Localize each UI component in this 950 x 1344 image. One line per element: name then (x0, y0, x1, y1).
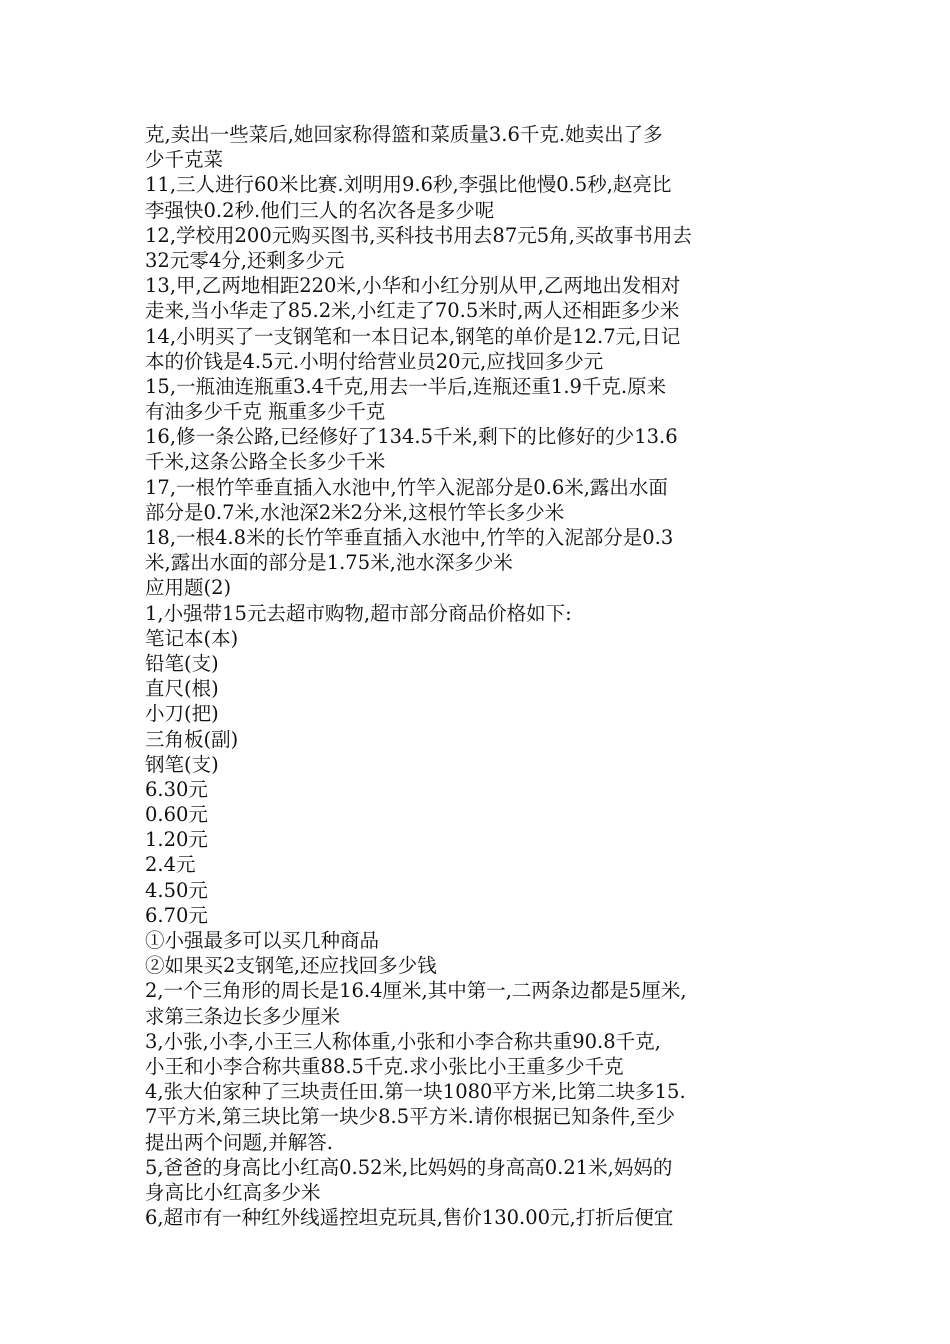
text-line: 应用题(2) (145, 576, 232, 600)
text-line: 6.30元 (145, 777, 208, 801)
text-line: 3,小张,小李,小王三人称体重,小张和小李合称共重90.8千克, (145, 1029, 661, 1053)
text-line: 少千克菜 (145, 148, 224, 172)
text-line: 走来,当小华走了85.2米,小红走了70.5米时,两人还相距多少米 (145, 299, 680, 323)
text-line: 18,一根4.8米的长竹竿垂直插入水池中,竹竿的入泥部分是0.3 (145, 526, 674, 549)
text-line: 千米,这条公路全长多少千米 (145, 450, 386, 474)
text-line: 16,修一条公路,已经修好了134.5千米,剩下的比修好的少13.6 (145, 425, 678, 449)
text-line: 铅笔(支) (145, 651, 219, 675)
text-line: 32元零4分,还剩多少元 (145, 248, 345, 272)
text-line: 11,三人进行60米比赛.刘明用9.6秒,李强比他慢0.5秒,赵亮比 (145, 173, 672, 197)
text-line: 1,小强带15元去超市购物,超市部分商品价格如下: (145, 601, 572, 625)
text-line: 14,小明买了一支钢笔和一本日记本,钢笔的单价是12.7元,日记 (145, 324, 681, 348)
text-line: ①小强最多可以买几种商品 (145, 929, 380, 952)
text-line: 6.70元 (145, 903, 208, 927)
text-line: 笔记本(本) (145, 626, 239, 650)
text-line: 身高比小红高多少米 (145, 1180, 321, 1204)
text-line: 三角板(副) (145, 727, 239, 751)
text-line: 15,一瓶油连瓶重3.4千克,用去一半后,连瓶还重1.9千克.原来 (145, 374, 667, 398)
text-line: 2.4元 (145, 853, 196, 877)
text-line: 4.50元 (145, 878, 208, 902)
text-line: 直尺(根) (145, 677, 219, 701)
text-line: 本的价钱是4.5元.小明付给营业员20元,应找回多少元 (145, 349, 604, 373)
text-line: 小刀(把) (145, 702, 219, 726)
text-line: 部分是0.7米,水池深2米2分米,这根竹竿长多少米 (145, 500, 565, 524)
text-line: 提出两个问题,并解答. (145, 1130, 333, 1154)
text-line: 4,张大伯家种了三块责任田.第一块1080平方米,比第二块多15. (145, 1080, 686, 1104)
text-line: 求第三条边长多少厘米 (145, 1004, 341, 1028)
text-line: ②如果买2支钢笔,还应找回多少钱 (145, 954, 437, 978)
text-line: 李强快0.2秒.他们三人的名次各是多少呢 (145, 198, 495, 222)
text-line: 小王和小李合称共重88.5千克.求小张比小王重多少千克 (145, 1054, 624, 1078)
text-line: 12,学校用200元购买图书,买科技书用去87元5角,买故事书用去 (145, 223, 692, 247)
text-line: 0.60元 (145, 803, 208, 827)
text-line: 5,爸爸的身高比小红高0.52米,比妈妈的身高高0.21米,妈妈的 (145, 1155, 673, 1179)
document-text (145, 122, 825, 1230)
text-line: 钢笔(支) (145, 752, 219, 776)
text-line: 7平方米,第三块比第一块少8.5平方米.请你根据已知条件,至少 (145, 1105, 676, 1129)
text-line: 2,一个三角形的周长是16.4厘米,其中第一,二两条边都是5厘米, (145, 979, 687, 1003)
text-line: 有油多少千克 瓶重多少千克 (145, 400, 386, 424)
text-line: 克,卖出一些菜后,她回家称得篮和菜质量3.6千克.她卖出了多 (145, 123, 663, 146)
text-line: 17,一根竹竿垂直插入水池中,竹竿入泥部分是0.6米,露出水面 (145, 475, 668, 499)
text-line: 13,甲,乙两地相距220米,小华和小红分别从甲,乙两地出发相对 (145, 274, 681, 298)
text-line: 米,露出水面的部分是1.75米,池水深多少米 (145, 551, 513, 575)
text-line: 6,超市有一种红外线遥控坦克玩具,售价130.00元,打折后便宜 (145, 1206, 674, 1230)
text-line: 1.20元 (145, 828, 208, 852)
